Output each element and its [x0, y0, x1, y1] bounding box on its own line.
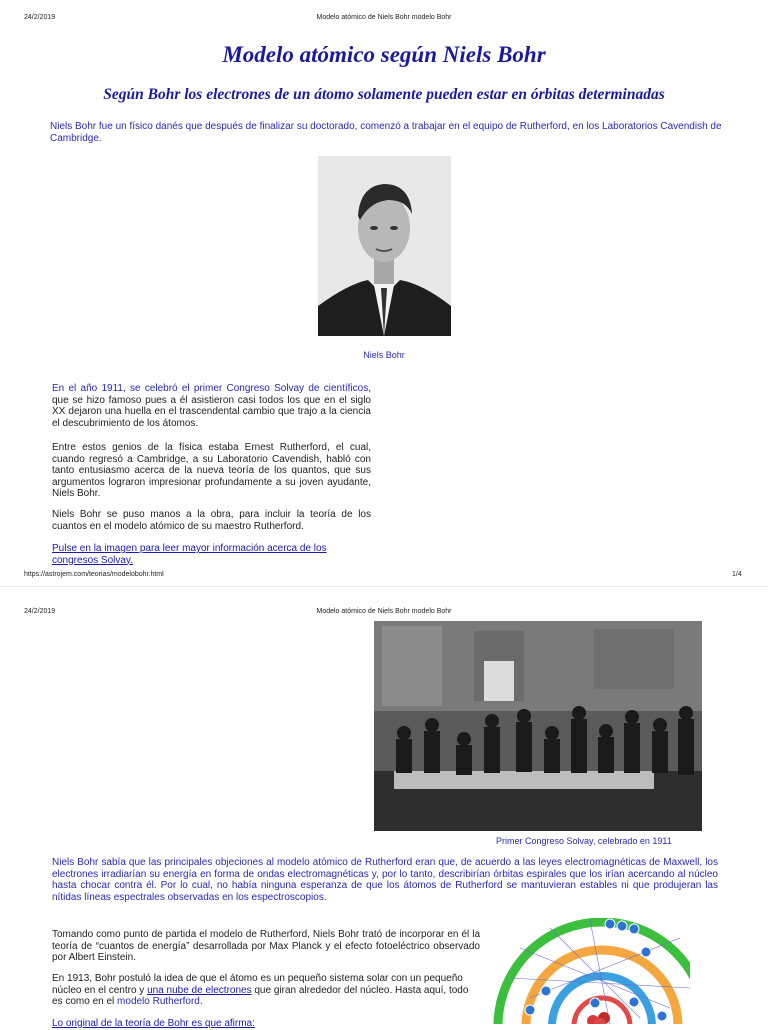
photo-caption: Niels Bohr — [363, 350, 405, 360]
bohr-atom-diagram — [490, 918, 690, 1024]
atom-orbits-icon — [490, 918, 690, 1024]
print-date-2: 24/2/2019 — [24, 608, 56, 615]
group-photo-image-icon — [374, 621, 702, 831]
rutherford-model-link[interactable]: modelo Rutherford — [117, 996, 200, 1008]
niels-bohr-photo[interactable] — [318, 156, 451, 336]
congress-photo-caption: Primer Congreso Solvay, celebrado en 1911 — [496, 836, 672, 846]
page-title: Modelo atómico según Niels Bohr — [222, 42, 546, 67]
page-break — [0, 586, 768, 587]
print-date: 24/2/2019 — [24, 14, 56, 21]
footer-url: https://astrojem.com/teorias/modelobohr.html — [24, 571, 164, 578]
solvay-info-link[interactable]: Pulse en la imagen para leer mayor información acerca de los congresos Solvay. — [52, 543, 327, 566]
solvay-congress-photo[interactable] — [374, 621, 702, 831]
paragraph-planck: Tomando como punto de partida el modelo de Rutherford, Niels Bohr trató de incorporar en él la teoría de “cuantos de energía” desarrollada por Max Planck y el efecto fotoeléctrico observado por Albert Einstein. — [52, 929, 480, 964]
print-header-title-2: Modelo atómico de Niels Bohr modelo Bohr — [316, 608, 452, 615]
paragraph-solvay — [52, 383, 371, 429]
intro-paragraph: Niels Bohr fue un físico danés que después de finalizar su doctorado, comenzó a trabajar en el equipo de Rutherford, en los Laboratorios Cavendish de Cambridge. — [50, 121, 722, 144]
paragraph-solar-c: . — [199, 996, 203, 1008]
print-header-title: Modelo atómico de Niels Bohr modelo Bohr — [316, 14, 452, 21]
paragraph-image-hint — [52, 543, 371, 566]
paragraph-rutherford: Entre estos genios de la física estaba Ernest Rutherford, el cual, cuando regresó a Cambridge, a su Laboratorio Cavendish, habló con tanto entusiasmo acerca de la nueva teoría de los quantos, que sus argumentos lograron impresionar profundamente a su joven ayudante, Niels Bohr. — [52, 442, 371, 500]
paragraph-solar-system — [52, 973, 480, 1008]
portrait-image-icon — [318, 156, 451, 336]
paragraph-solar-a: En 1913, Bohr postuló la idea de que el átomo es un pequeño sistema solar con un pequeño núcleo en el centro y — [52, 973, 463, 996]
bohr-theory-link[interactable]: Lo original de la teoría de Bohr es que afirma: — [52, 1018, 255, 1029]
footer-page-number: 1/4 — [732, 571, 742, 578]
paragraph-bohr-work: Niels Bohr se puso manos a la obra, para incluir la teoría de los cuantos en el modelo atómico de su maestro Rutherford. — [52, 509, 371, 532]
paragraph-objections: Niels Bohr sabía que las principales objeciones al modelo atómico de Rutherford eran que, de acuerdo a las leyes electromagnéticas de Maxwell, los electrones irradiarían su energía en forma de ondas electromagnéticas y, por lo tanto, describirían órbitas espirales que los irían acercando al núcleo hasta chocar contra él. Por lo cual, no había ninguna esperanza de que los átomos de Rutherford se mantuvieran estables ni que produjeran las nítidas líneas espectrales observadas en los espectroscopios. — [52, 857, 718, 903]
paragraph-solvay-rest: , que se hizo famoso pues a él asistieron casi todos los que en el siglo XX dejaron una huella en el trascendental cambio que trajo a la ciencia el descubrimiento de los átomos. — [52, 383, 371, 429]
page-subtitle: Según Bohr los electrones de un átomo solamente pueden estar en órbitas determinadas — [103, 86, 665, 103]
electron-cloud-link[interactable]: una nube de electrones — [147, 984, 252, 996]
paragraph-solar-b: que giran alrededor del núcleo. Hasta aquí, todo es como en el — [52, 984, 469, 1008]
solvay-link[interactable]: En el año 1911, se celebró el primer Congreso Solvay de científicos — [52, 383, 369, 394]
